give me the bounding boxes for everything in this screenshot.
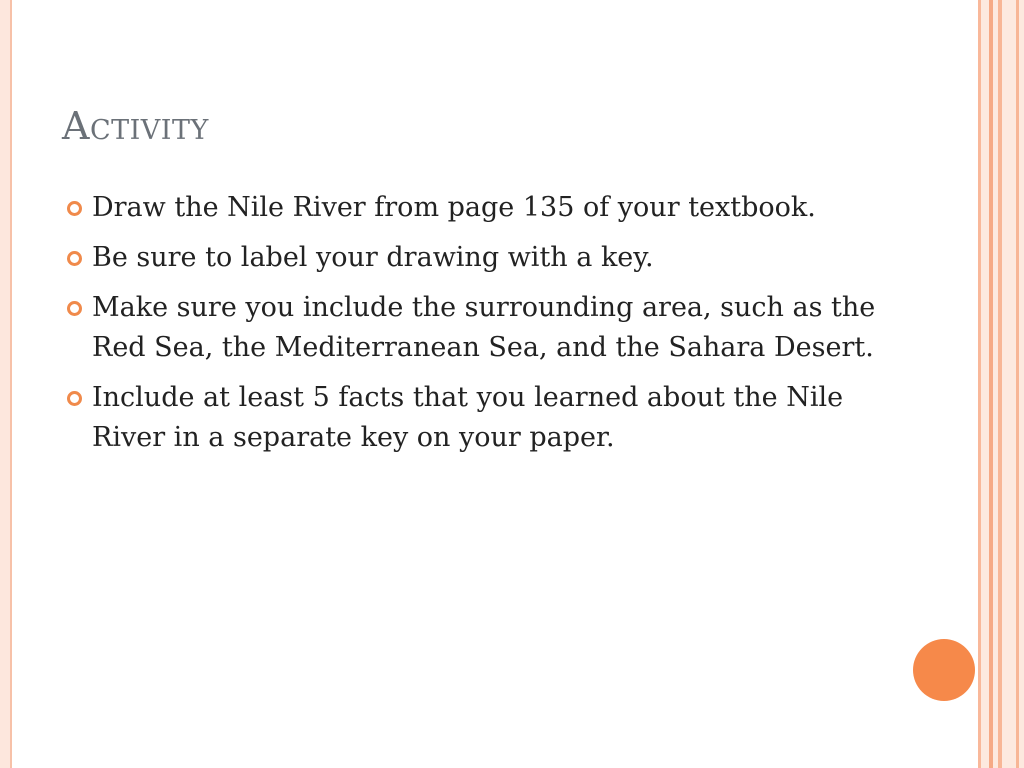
right-decorative-stripe [1002, 0, 1016, 768]
decorative-circle [913, 639, 975, 701]
right-decorative-stripe [981, 0, 989, 768]
bullet-text: Be sure to label your drawing with a key. [92, 242, 654, 273]
bullet-item [64, 288, 884, 368]
bullet-circle-icon [67, 251, 82, 266]
bullet-circle-icon [67, 301, 82, 316]
bullet-text: Include at least 5 facts that you learned about the Nile River in a separate key on your paper. [92, 382, 844, 453]
left-decorative-border [0, 0, 12, 768]
bullet-text: Make sure you include the surrounding area, such as the Red Sea, the Mediterranean Sea, and the Sahara Desert. [92, 292, 876, 363]
bullet-item [64, 238, 884, 278]
bullet-circle-icon [67, 391, 82, 406]
bullet-text: Draw the Nile River from page 135 of your textbook. [92, 192, 816, 223]
bullet-item [64, 378, 884, 458]
slide-title: Activity [62, 104, 209, 148]
bullet-item [64, 188, 884, 228]
right-decorative-stripe [1019, 0, 1024, 768]
bullet-list [64, 188, 884, 468]
bullet-circle-icon [67, 201, 82, 216]
